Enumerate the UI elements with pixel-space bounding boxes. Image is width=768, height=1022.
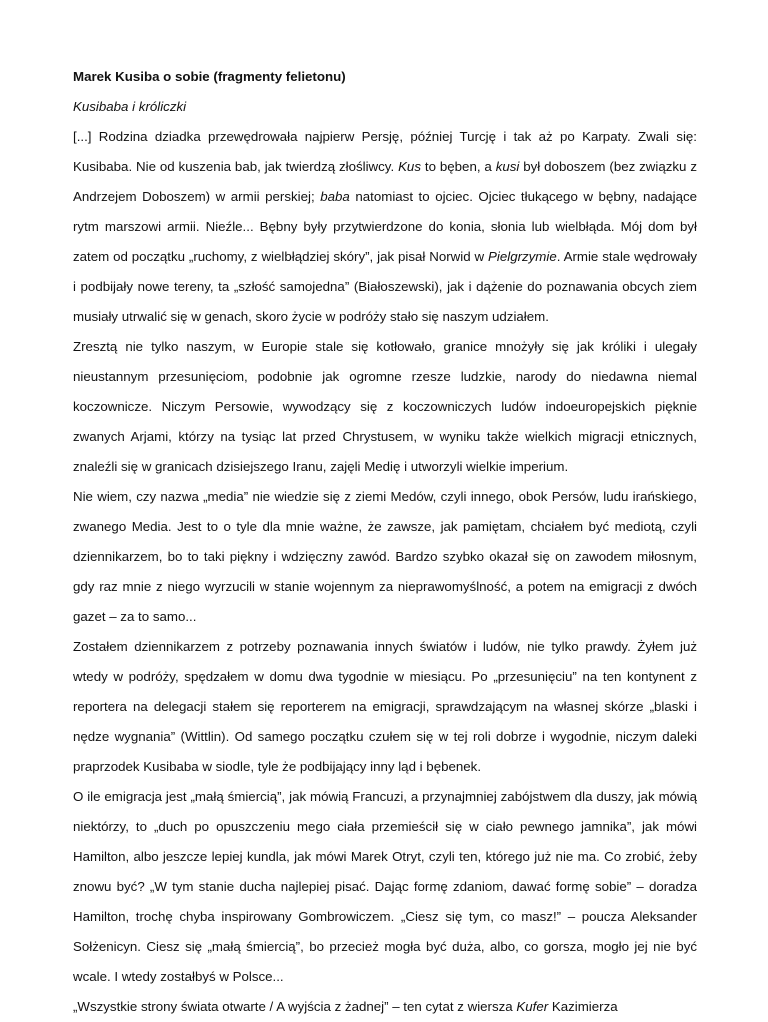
paragraph-6 — [73, 992, 697, 1022]
text-run: Kazimierza — [548, 999, 618, 1014]
italic-term: kusi — [495, 159, 520, 174]
paragraph-1 — [73, 122, 697, 332]
text-run: był doboszem (bez związku z Andrzejem Doboszem) w armii perskiej; — [73, 159, 697, 204]
italic-title: Pielgrzymie — [488, 249, 557, 264]
italic-term: baba — [320, 189, 350, 204]
paragraph-4: Zostałem dziennikarzem z potrzeby poznawania innych światów i ludów, nie tylko prawdy. Żyłem już wtedy w podróży, spędzałem w domu dwa tygodnie w miesiącu. Po „przesunięciu” na ten kontynent z reportera na delegacji stałem się reporterem na emigracji, sprawdzającym na własnej skórze „blaski i nędze wygnania” (Wittlin). Od samego początku czułem się w tej roli dobrze i wygodnie, niczym daleki praprzodek Kusibaba w siodle, tyle że podbijający inny ląd i bębenek. — [73, 639, 697, 774]
italic-title: Kufer — [516, 999, 549, 1014]
paragraph-2: Zresztą nie tylko naszym, w Europie stale się kotłowało, granice mnożyły się jak króliki i ulegały nieustannym przesunięciom, podobnie jak ogromne rzesze ludzkie, narody do niedawna niemal koczownicze. Niczym Persowie, wywodzący się z koczowniczych ludów indoeuropejskich pięknie zwanych Arjami, którzy na tysiąc lat przed Chrystusem, w wyniku także wielkich migracji etnicznych, znaleźli się w granicach dzisiejszego Iranu, zajęli Medię i utworzyli wielkie imperium. — [73, 339, 697, 474]
italic-term: Kus — [398, 159, 421, 174]
paragraph-3: Nie wiem, czy nazwa „media” nie wiedzie się z ziemi Medów, czyli innego, obok Persów, ludu irańskiego, zwanego Media. Jest to o tyle dla mnie ważne, że zawsze, jak pamiętam, chciałem być mediotą, czyli dziennikarzem, bo to taki piękny i wdzięczny zawód. Bardzo szybko okazał się on zawodem miłosnym, gdy raz mnie z niego wyrzucili w stanie wojennym za nieprawomyślność, a potem na emigracji z dwóch gazet – za to samo... — [73, 489, 697, 624]
text-run: . Armie stale wędrowały i podbijały nowe tereny, ta „szłość samojedna” (Białoszewski), jak i dążenie do poznawania obcych ziem musiały utrwalić się w genach, skoro życie w podróży stało się naszym udziałem. — [73, 249, 697, 324]
article-subtitle: Kusibaba i króliczki — [73, 99, 187, 114]
text-run: natomiast to ojciec. Ojciec tłukącego w bębny, nadające rytm marszowi armii. Nieźle... Bębny były przytwierdzone do konia, słonia lub wielbłąda. Mój dom był zatem od początku „ruchomy, z wielbłądziej skóry”, jak pisał Norwid w — [73, 189, 698, 264]
text-run: to bęben, a — [420, 159, 496, 174]
paragraph-5: O ile emigracja jest „małą śmiercią”, jak mówią Francuzi, a przynajmniej zabójstwem dla duszy, jak mówią niektórzy, to „duch po opuszczeniu mego ciała przemieścił się w ciało pewnego jamnika”, jak mówi Hamilton, albo jeszcze lepiej kundla, jak mówi Marek Otryt, czyli ten, którego już nie ma. Co zrobić, żeby znowu być? „W tym stanie ducha najlepiej pisać. Dając formę zdaniom, dawać formę sobie” – doradza Hamilton, trochę chyba inspirowany Gombrowiczem. „Ciesz się tym, co masz!” – poucza Aleksander Sołżenicyn. Ciesz się „małą śmiercią”, bo przecież mogła być duża, albo, co gorsza, mogło jej nie być wcale. I wtedy zostałbyś w Polsce... — [73, 789, 697, 984]
article-body — [73, 62, 697, 1022]
text-run: [...] Rodzina dziadka przewędrowała najpierw Persję, później Turcję i tak aż po Karpaty. Zwali się: Kusibaba. Nie od kuszenia bab, jak twierdzą złośliwcy. — [73, 129, 697, 174]
text-run: „Wszystkie strony świata otwarte / A wyjścia z żadnej” – ten cytat z wiersza — [73, 999, 517, 1014]
article-title: Marek Kusiba o sobie (fragmenty felietonu) — [73, 69, 346, 84]
